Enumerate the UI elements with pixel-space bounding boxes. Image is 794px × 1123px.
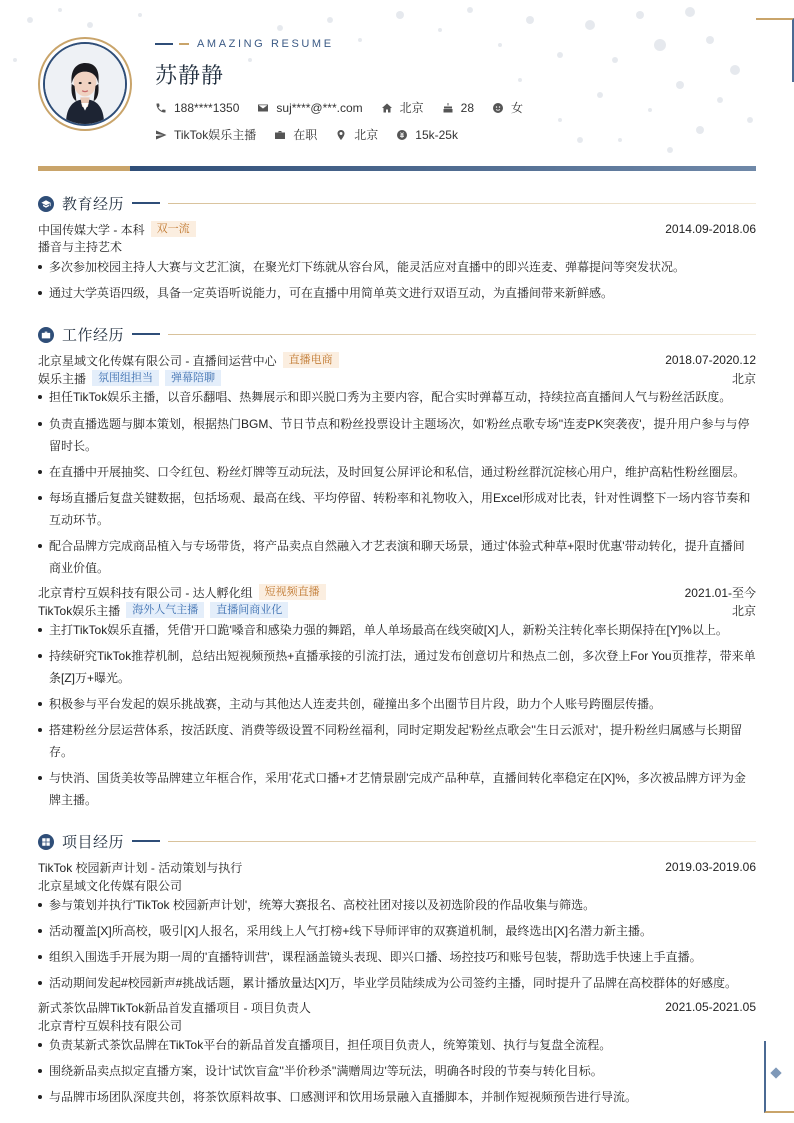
home-text: 北京	[399, 101, 424, 115]
avatar-frame	[38, 37, 132, 131]
graduation-cap-icon	[38, 196, 54, 212]
project-date: 2021.05-2021.05	[665, 1000, 756, 1014]
header-divider-bar	[38, 166, 756, 171]
role-tag: 弹幕陪聊	[165, 370, 221, 386]
role-tag: 氛围组担当	[92, 370, 159, 386]
project-entry-header	[38, 999, 756, 1015]
job-city: 北京	[731, 603, 756, 618]
cake-icon	[442, 102, 454, 114]
project-org: 北京星域文化传媒有限公司	[38, 878, 183, 893]
tagline-rule-navy	[155, 43, 173, 45]
info-phone	[155, 101, 239, 115]
project-bullet: 活动覆盖[X]所高校，吸引[X]人报名，采用线上人气打榜+线下导师评审的双赛道机制，最终选出[X]名潜力新主播。	[38, 920, 756, 942]
candidate-name: 苏静静	[155, 63, 225, 88]
job-city: 北京	[731, 371, 756, 386]
projects-section-header	[38, 831, 756, 852]
job-info-row	[155, 126, 476, 143]
phone-icon	[155, 102, 167, 114]
project-org-row	[38, 1017, 756, 1033]
company-badge: 短视频直播	[259, 584, 326, 600]
job-role-row	[38, 370, 756, 386]
job-bullet: 主打TikTok娱乐直播，凭借'开口跪'嗓音和感染力强的舞蹈，单人单场最高在线突破[X]人，新粉关注转化率长期保持在[Y]%以上。	[38, 619, 756, 641]
education-section-title: 教育经历	[62, 196, 125, 213]
project-entry-header	[38, 859, 756, 875]
project-org-row	[38, 877, 756, 893]
gender-text: 女	[511, 101, 524, 115]
job-bullet: 在直播中开展抽奖、口令红包、粉丝灯牌等互动玩法，及时回复公屏评论和私信，通过粉丝群沉淀核心用户，维护高粘性粉丝圈层。	[38, 461, 756, 483]
project-name: TikTok 校园新声计划 - 活动策划与执行	[38, 860, 243, 875]
info-age	[442, 101, 474, 115]
status-text: 在职	[293, 128, 318, 142]
project-bullet: 负责某新式茶饮品牌在TikTok平台的新品首发直播项目，担任项目负责人，统筹策划、执行与复盘全流程。	[38, 1034, 756, 1056]
major: 播音与主持艺术	[38, 239, 123, 254]
grid-icon	[38, 834, 54, 850]
tagline-text: AMAZING RESUME	[197, 38, 334, 50]
education-bullet: 多次参加校园主持人大赛与文艺汇演，在聚光灯下练就从容台风，能灵活应对直播中的即兴连麦、弹幕提问等突发状况。	[38, 256, 756, 278]
company-name: 北京青柠互娱科技有限公司 - 达人孵化组	[38, 585, 253, 600]
project-org: 北京青柠互娱科技有限公司	[38, 1018, 183, 1033]
project-bullet: 活动期间发起#校园新声#挑战话题，累计播放量达[X]万，毕业学员陆续成为公司签约主播，同时提升了品牌在高校群体的好感度。	[38, 972, 756, 994]
role-tag: 直播间商业化	[210, 602, 288, 618]
work-section-title: 工作经历	[62, 327, 125, 344]
job-role-row	[38, 602, 756, 618]
info-location	[335, 126, 378, 143]
project-bullet: 组织入围选手开展为期一周的'直播特训营'，课程涵盖镜头表现、即兴口播、场控技巧和账号包装，帮助选手快速上手直播。	[38, 946, 756, 968]
company-badge: 直播电商	[283, 352, 339, 368]
job-bullet: 担任TikTok娱乐主播，以音乐翻唱、热舞展示和即兴脱口秀为主要内容，配合实时弹幕互动，持续拉高直播间人气与粉丝活跃度。	[38, 386, 756, 408]
project-bullet: 围绕新品卖点拟定直播方案，设计'试饮盲盒''半价秒杀''满赠周边'等玩法，明确各时段的节奏与转化目标。	[38, 1060, 756, 1082]
info-target-role	[155, 126, 256, 143]
project-bullet: 与品牌市场团队深度共创，将茶饮原料故事、口感测评和饮用场景融入直播脚本，并制作短视频预告进行导流。	[38, 1086, 756, 1108]
project-date: 2019.03-2019.06	[665, 860, 756, 874]
education-bullet: 通过大学英语四级，具备一定英语听说能力，可在直播中用简单英文进行双语互动，为直播间带来新鲜感。	[38, 282, 756, 304]
job-bullet: 持续研究TikTok推荐机制，总结出短视频预热+直播承接的引流打法，通过发布创意切片和热点二创，多次登上For You页推荐，带来单条[Z]万+曝光。	[38, 645, 756, 689]
job-bullet: 负责直播选题与脚本策划，根据热门BGM、节日节点和粉丝投票设计主题场次，如'粉丝点歌专场''连麦PK突袭夜'，提升用户参与与停留时长。	[38, 413, 756, 457]
diamond-icon	[770, 1067, 781, 1078]
info-status	[274, 126, 317, 143]
section-rule	[132, 841, 756, 842]
education-entry-header	[38, 221, 756, 237]
avatar	[43, 42, 127, 126]
gender-icon	[492, 102, 504, 114]
avatar-portrait-icon	[45, 44, 125, 124]
section-rule	[132, 334, 756, 335]
projects-section-title: 项目经历	[62, 834, 125, 851]
project-name: 新式茶饮品牌TikTok新品首发直播项目 - 项目负责人	[38, 1000, 311, 1015]
job-role: TikTok娱乐主播	[38, 603, 121, 618]
education-section-header	[38, 193, 756, 214]
email-text: suj****@***.com	[276, 100, 363, 115]
job-entry-header	[38, 352, 756, 368]
company-name: 北京星域文化传媒有限公司 - 直播间运营中心	[38, 353, 277, 368]
send-icon	[155, 129, 167, 141]
project-bullet: 参与策划并执行'TikTok 校园新声计划'，统筹大赛报名、高校社团对接以及初选阶段的作品收集与筛选。	[38, 894, 756, 916]
education-major-row	[38, 238, 756, 254]
mail-icon	[257, 102, 269, 114]
job-bullet: 搭建粉丝分层运营体系，按活跃度、消费等级设置不同粉丝福利，同时定期发起'粉丝点歌会''生日云派对'，提升粉丝归属感与长期留存。	[38, 719, 756, 763]
info-salary	[396, 128, 458, 142]
tagline-rule-gold	[179, 43, 189, 45]
info-email	[257, 101, 362, 115]
job-bullet: 每场直播后复盘关键数据，包括场观、最高在线、平均停留、转粉率和礼物收入，用Excel形成对比表，针对性调整下一场内容节奏和互动环节。	[38, 487, 756, 531]
job-bullet: 配合品牌方完成商品植入与专场带货，将产品卖点自然融入才艺表演和聊天场景，通过'体验式种草+限时优惠'带动转化，提升直播间商业价值。	[38, 535, 756, 579]
corner-decoration-bottom-right	[764, 1041, 794, 1113]
location-icon	[335, 129, 347, 141]
corner-decoration-top-right	[756, 18, 794, 82]
home-icon	[381, 102, 393, 114]
header-tagline	[155, 38, 334, 50]
job-entry-header	[38, 584, 756, 600]
job-date: 2018.07-2020.12	[665, 353, 756, 367]
location-text: 北京	[354, 128, 379, 142]
work-section-header	[38, 324, 756, 345]
education-date: 2014.09-2018.06	[665, 222, 756, 236]
info-gender	[492, 99, 523, 116]
briefcase-icon	[274, 129, 286, 141]
age-text: 28	[460, 100, 474, 115]
role-tag: 海外人气主播	[126, 602, 204, 618]
target-role-text: TikTok娱乐主播	[174, 128, 257, 142]
job-date: 2021.01-至今	[684, 585, 756, 600]
phone-text: 188****1350	[174, 100, 240, 115]
school-badge: 双一流	[151, 221, 196, 237]
contact-info-row	[155, 99, 541, 116]
job-bullet: 积极参与平台发起的娱乐挑战赛，主动与其他达人连麦共创，碰撞出多个出圈节目片段，助力个人账号跨圈层传播。	[38, 693, 756, 715]
salary-text: 15k-25k	[415, 127, 458, 142]
salary-icon	[396, 129, 408, 141]
job-bullet: 与快消、国货美妆等品牌建立年框合作，采用'花式口播+才艺情景剧'完成产品种草，直播间转化率稳定在[X]%，多次被品牌方评为金牌主播。	[38, 767, 756, 811]
info-home	[381, 99, 424, 116]
school-name: 中国传媒大学 - 本科	[38, 222, 145, 237]
job-role: 娱乐主播	[38, 371, 87, 386]
section-rule	[132, 203, 756, 204]
briefcase-icon	[38, 327, 54, 343]
